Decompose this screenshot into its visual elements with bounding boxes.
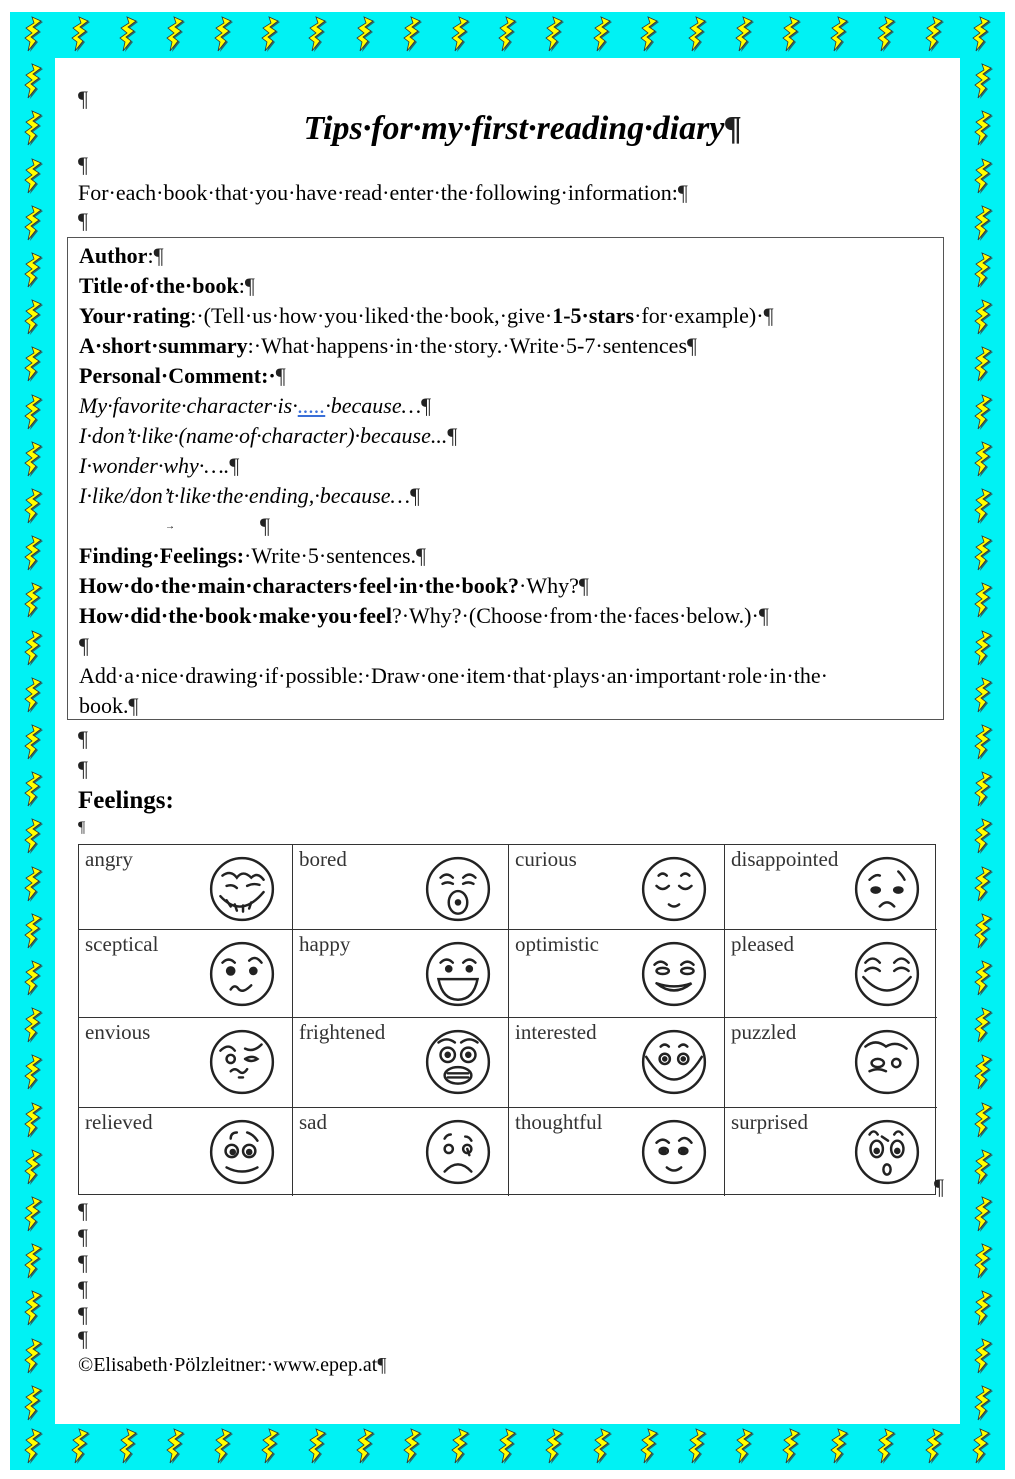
lightning-bolt-icon <box>972 299 994 335</box>
lightning-bolt-icon <box>22 677 44 713</box>
lightning-bolt-icon <box>22 771 44 807</box>
lightning-bolt-icon <box>972 394 994 430</box>
feeling-label: curious <box>515 847 577 871</box>
lightning-bolt-icon <box>686 16 708 52</box>
feeling-cell-angry <box>79 845 293 930</box>
lightning-bolt-icon <box>22 582 44 618</box>
lightning-bolt-icon <box>733 1428 755 1464</box>
empty-paragraph: ¶ <box>78 86 88 111</box>
lightning-bolt-icon <box>972 1243 994 1279</box>
lightning-bolt-icon <box>780 1428 802 1464</box>
document-title: Tips·for·my·first·reading·diary¶ <box>303 110 742 147</box>
empty-paragraph: ¶ <box>78 1224 88 1249</box>
lightning-bolt-icon <box>972 630 994 666</box>
feeling-label: frightened <box>299 1020 386 1044</box>
empty-paragraph: ¶ <box>78 1326 88 1351</box>
prompt-dislike-character: I·don’t·like·(name·of·character)·because...¶ <box>79 423 458 448</box>
lightning-bolt-icon <box>22 1243 44 1279</box>
lightning-bolt-icon <box>306 1428 328 1464</box>
feeling-cell-frightened <box>293 1018 509 1108</box>
lightning-bolt-icon <box>972 346 994 382</box>
feeling-cell-surprised <box>725 1108 937 1196</box>
copyright-footer: ©Elisabeth·Pölzleitner:·www.epep.at¶ <box>78 1354 387 1376</box>
lightning-bolt-icon <box>875 16 897 52</box>
finding-feelings-line: Finding·Feelings:·Write·5·sentences.¶ <box>79 543 426 568</box>
lightning-bolt-icon <box>22 866 44 902</box>
lightning-bolt-icon <box>972 771 994 807</box>
author-line: Author:¶ <box>79 243 164 268</box>
lightning-bolt-icon <box>354 16 376 52</box>
lightning-bolt-icon <box>972 960 994 996</box>
lightning-bolt-icon <box>543 1428 565 1464</box>
lightning-bolt-icon <box>972 1007 994 1043</box>
lightning-bolt-icon <box>972 582 994 618</box>
feeling-label: happy <box>299 932 351 956</box>
title-line: Title·of·the·book:¶ <box>79 273 255 298</box>
lightning-bolt-icon <box>875 1428 897 1464</box>
lightning-bolt-icon <box>972 1290 994 1326</box>
lightning-bolt-icon <box>972 866 994 902</box>
lightning-bolt-icon <box>972 158 994 194</box>
lightning-bolt-icon <box>22 394 44 430</box>
lightning-bolt-icon <box>212 16 234 52</box>
feeling-cell-optimistic <box>509 930 725 1018</box>
lightning-bolt-icon <box>972 677 994 713</box>
lightning-bolt-icon <box>686 1428 708 1464</box>
lightning-bolt-icon <box>401 16 423 52</box>
lightning-bolt-icon <box>496 16 518 52</box>
feeling-label: puzzled <box>731 1020 797 1044</box>
lightning-bolt-icon <box>972 1196 994 1232</box>
feeling-cell-envious <box>79 1018 293 1108</box>
lightning-bolt-icon <box>972 1102 994 1138</box>
empty-paragraph: ¶ <box>78 756 88 781</box>
lightning-bolt-icon <box>117 16 139 52</box>
lightning-bolt-icon <box>22 1385 44 1421</box>
lightning-bolt-icon <box>22 1196 44 1232</box>
lightning-bolt-icon <box>22 1054 44 1090</box>
lightning-bolt-icon <box>22 252 44 288</box>
feeling-cell-sad <box>293 1108 509 1196</box>
lightning-bolt-icon <box>22 1290 44 1326</box>
lightning-bolt-icon <box>354 1428 376 1464</box>
lightning-bolt-icon <box>972 913 994 949</box>
lightning-bolt-icon <box>22 488 44 524</box>
lightning-bolt-icon <box>972 1338 994 1374</box>
lightning-bolt-icon <box>970 1428 992 1464</box>
personal-comment-line: Personal·Comment:·¶ <box>79 363 286 388</box>
feeling-label: angry <box>85 847 133 871</box>
feeling-label: sceptical <box>85 932 159 956</box>
lightning-bolt-icon <box>972 252 994 288</box>
lightning-bolt-icon <box>591 16 613 52</box>
lightning-bolt-icon <box>22 535 44 571</box>
lightning-bolt-icon <box>970 16 992 52</box>
lightning-bolt-icon <box>591 1428 613 1464</box>
drawing-instruction-cont: book.¶ <box>79 693 139 718</box>
prompt-favorite-character: My·favorite·character·is·.....·because…¶ <box>79 393 432 418</box>
lightning-bolt-icon <box>923 1428 945 1464</box>
lightning-bolt-icon <box>22 724 44 760</box>
lightning-bolt-icon <box>22 1428 44 1464</box>
empty-paragraph: ¶ <box>78 726 88 751</box>
empty-paragraph: ¶ <box>79 633 89 658</box>
feeling-cell-puzzled <box>725 1018 937 1108</box>
drawing-instruction: Add·a·nice·drawing·if·possible:·Draw·one·item·that·plays·an·important·role·in·the· <box>79 663 828 688</box>
feeling-label: interested <box>515 1020 597 1044</box>
lightning-bolt-icon <box>496 1428 518 1464</box>
lightning-bolt-icon <box>828 1428 850 1464</box>
empty-paragraph: ¶ <box>78 208 88 233</box>
feeling-label: thoughtful <box>515 1110 603 1134</box>
empty-paragraph: ¶ <box>260 513 270 538</box>
lightning-bolt-icon <box>543 16 565 52</box>
lightning-bolt-icon <box>69 1428 91 1464</box>
feeling-cell-bored <box>293 845 509 930</box>
lightning-bolt-icon <box>972 535 994 571</box>
lightning-bolt-icon <box>828 16 850 52</box>
lightning-bolt-icon <box>212 1428 234 1464</box>
feeling-cell-relieved <box>79 1108 293 1196</box>
lightning-bolt-icon <box>972 1149 994 1185</box>
lightning-bolt-icon <box>449 1428 471 1464</box>
empty-paragraph: ¶ <box>78 1276 88 1301</box>
empty-paragraph: ¶ <box>78 819 86 836</box>
lightning-bolt-icon <box>22 818 44 854</box>
lightning-bolt-icon <box>22 960 44 996</box>
empty-paragraph: ¶ <box>78 1250 88 1275</box>
lightning-bolt-icon <box>164 1428 186 1464</box>
lightning-bolt-icon <box>22 63 44 99</box>
lightning-bolt-icon <box>972 1385 994 1421</box>
feeling-label: surprised <box>731 1110 808 1134</box>
feelings-table <box>78 844 936 1195</box>
feeling-label: envious <box>85 1020 151 1044</box>
question-characters-feel: How·do·the·main·characters·feel·in·the·book?·Why?¶ <box>79 573 589 598</box>
empty-paragraph: ¶ <box>78 1198 88 1223</box>
lightning-bolt-icon <box>780 16 802 52</box>
lightning-bolt-icon <box>22 158 44 194</box>
lightning-bolt-icon <box>449 16 471 52</box>
lightning-bolt-icon <box>22 16 44 52</box>
tab-arrow-mark: → <box>165 521 175 532</box>
prompt-ending: I·like/don’t·like·the·ending,·because…¶ <box>79 483 421 508</box>
feeling-label: bored <box>299 847 347 871</box>
feeling-label: disappointed <box>731 847 839 871</box>
lightning-bolt-icon <box>22 1102 44 1138</box>
lightning-bolt-icon <box>259 16 281 52</box>
lightning-bolt-icon <box>22 630 44 666</box>
lightning-bolt-icon <box>638 1428 660 1464</box>
lightning-bolt-icon <box>69 16 91 52</box>
lightning-bolt-icon <box>22 1149 44 1185</box>
lightning-bolt-icon <box>972 818 994 854</box>
lightning-bolt-icon <box>972 441 994 477</box>
summary-line: A·short·summary:·What·happens·in·the·story.·Write·5-7·sentences¶ <box>79 333 697 358</box>
lightning-bolt-icon <box>164 16 186 52</box>
lightning-bolt-icon <box>22 1007 44 1043</box>
feelings-heading: Feelings: <box>78 787 174 814</box>
feeling-label: relieved <box>85 1110 153 1134</box>
lightning-bolt-icon <box>638 16 660 52</box>
feeling-label: optimistic <box>515 932 599 956</box>
instructions-box <box>67 237 944 720</box>
lightning-bolt-icon <box>733 16 755 52</box>
lightning-bolt-icon <box>972 1054 994 1090</box>
empty-paragraph: ¶ <box>78 152 88 177</box>
lightning-bolt-icon <box>401 1428 423 1464</box>
lightning-bolt-icon <box>972 205 994 241</box>
feeling-cell-interested <box>509 1018 725 1108</box>
lightning-bolt-icon <box>259 1428 281 1464</box>
feeling-label: sad <box>299 1110 327 1134</box>
rating-line: Your·rating:·(Tell·us·how·you·liked·the·book,·give·1-5·stars·for·example)·¶ <box>79 303 774 328</box>
question-you-feel: How·did·the·book·make·you·feel?·Why?·(Choose·from·the·faces·below.)·¶ <box>79 603 769 628</box>
feeling-cell-sceptical <box>79 930 293 1018</box>
lightning-bolt-icon <box>972 488 994 524</box>
lightning-bolt-icon <box>22 1338 44 1374</box>
feeling-label: pleased <box>731 932 794 956</box>
feeling-cell-curious <box>509 845 725 930</box>
lightning-bolt-icon <box>972 724 994 760</box>
feeling-cell-pleased <box>725 930 937 1018</box>
lightning-bolt-icon <box>22 205 44 241</box>
lightning-bolt-icon <box>972 63 994 99</box>
feeling-cell-thoughtful <box>509 1108 725 1196</box>
intro-text: For·each·book·that·you·have·read·enter·the·following·information:¶ <box>78 180 688 205</box>
lightning-bolt-icon <box>923 16 945 52</box>
lightning-bolt-icon <box>22 346 44 382</box>
feeling-cell-disappointed <box>725 845 937 930</box>
empty-paragraph: ¶ <box>78 1302 88 1327</box>
lightning-bolt-icon <box>22 299 44 335</box>
lightning-bolt-icon <box>22 913 44 949</box>
lightning-bolt-icon <box>117 1428 139 1464</box>
lightning-bolt-icon <box>306 16 328 52</box>
feeling-cell-happy <box>293 930 509 1018</box>
lightning-bolt-icon <box>22 441 44 477</box>
prompt-wonder-why: I·wonder·why·….¶ <box>79 453 240 478</box>
table-end-mark: ¶ <box>934 1174 944 1199</box>
